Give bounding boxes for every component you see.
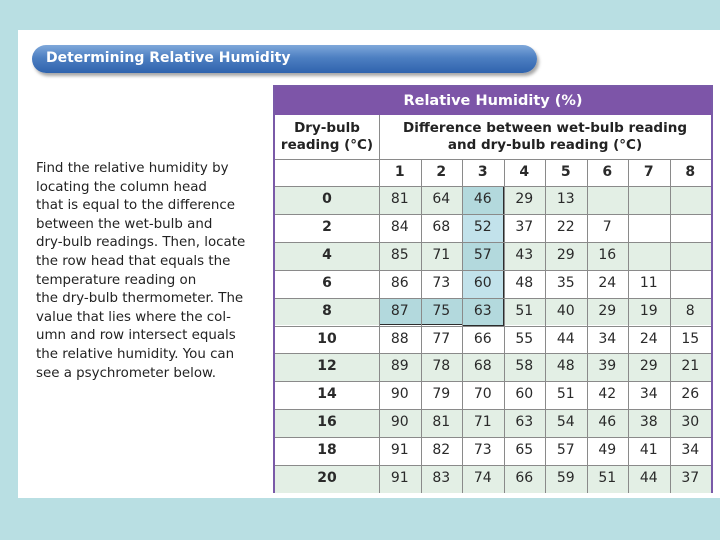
humidity-cell: 38 (639, 414, 658, 431)
dry-bulb-value: 2 (322, 218, 332, 235)
humidity-cell: 29 (639, 358, 658, 375)
humidity-cell: 77 (432, 330, 451, 347)
description-text (36, 160, 262, 383)
description-line: that is equal to the difference (36, 198, 235, 214)
grid-line (275, 353, 711, 354)
humidity-cell: 87 (390, 302, 409, 319)
humidity-cell: 34 (681, 442, 700, 459)
humidity-cell: 89 (390, 358, 409, 375)
humidity-cell: 90 (390, 414, 409, 431)
humidity-cell: 16 (598, 246, 617, 263)
column-number: 5 (560, 164, 571, 180)
humidity-cell: 59 (556, 470, 575, 486)
humidity-cell: 44 (639, 470, 658, 486)
humidity-cell: 49 (598, 442, 617, 459)
humidity-cell: 64 (432, 191, 451, 207)
humidity-cell: 60 (515, 386, 534, 403)
dry-bulb-value: 6 (322, 274, 332, 291)
humidity-cell: 71 (432, 246, 451, 263)
banner-title: Determining Relative Humidity (46, 50, 291, 66)
humidity-cell: 30 (681, 414, 700, 431)
humidity-cell: 73 (473, 442, 492, 459)
humidity-cell: 75 (432, 302, 451, 319)
humidity-cell: 35 (556, 274, 575, 291)
description-line: Find the relative humidity by (36, 161, 229, 176)
table-title: Relative Humidity (%) (275, 87, 711, 115)
difference-header (379, 115, 711, 159)
humidity-cell: 37 (515, 218, 534, 235)
description-line: umn and row intersect equals (36, 328, 236, 344)
dry-bulb-value: 12 (317, 358, 337, 375)
grid-line (275, 214, 711, 215)
humidity-cell: 19 (639, 302, 658, 319)
humidity-cell (587, 186, 629, 214)
description-line: temperature reading on (36, 272, 197, 288)
humidity-cell: 29 (556, 246, 575, 263)
column-number: 6 (602, 164, 613, 180)
dry-bulb-value: 20 (317, 470, 337, 486)
humidity-cell: 51 (556, 386, 575, 403)
humidity-cell: 40 (556, 302, 575, 319)
description-line: the dry-bulb thermometer. The (36, 291, 244, 307)
humidity-cell (670, 214, 712, 242)
humidity-cell: 48 (515, 274, 534, 291)
humidity-cell: 82 (432, 442, 451, 459)
column-number: 7 (643, 164, 654, 180)
humidity-cell: 70 (473, 386, 492, 403)
humidity-cell: 29 (598, 302, 617, 319)
humidity-cell: 37 (681, 470, 700, 486)
dry-bulb-header-line: Dry-bulb (294, 120, 360, 136)
humidity-cell: 60 (473, 274, 492, 291)
humidity-cell: 78 (432, 358, 451, 375)
humidity-cell: 7 (602, 218, 612, 235)
section-banner (32, 45, 537, 73)
humidity-cell: 63 (473, 302, 492, 319)
dry-bulb-value: 0 (322, 191, 332, 207)
humidity-cell: 79 (432, 386, 451, 403)
humidity-cell (670, 270, 712, 298)
humidity-cell: 58 (515, 358, 534, 375)
grid-line (275, 465, 711, 466)
humidity-cell: 90 (390, 386, 409, 403)
grid-line (275, 159, 711, 160)
humidity-cell: 91 (390, 470, 409, 486)
humidity-cell: 83 (432, 470, 451, 486)
humidity-cell: 46 (473, 191, 492, 207)
humidity-cell: 84 (390, 218, 409, 235)
grid-line (275, 270, 711, 271)
grid-line (275, 381, 711, 382)
humidity-cell: 86 (390, 274, 409, 291)
humidity-cell: 42 (598, 386, 617, 403)
humidity-cell: 57 (473, 246, 492, 263)
grid-line (275, 409, 711, 410)
humidity-cell: 57 (556, 442, 575, 459)
humidity-cell: 29 (515, 191, 534, 207)
humidity-cell: 85 (390, 246, 409, 263)
humidity-cell: 48 (556, 358, 575, 375)
humidity-cell: 91 (390, 442, 409, 459)
humidity-cell: 81 (390, 191, 409, 207)
humidity-cell: 66 (473, 330, 492, 347)
humidity-cell: 52 (473, 218, 492, 235)
column-number: 4 (519, 164, 530, 180)
humidity-cell (628, 214, 670, 242)
humidity-cell: 26 (681, 386, 700, 403)
grid-line (275, 298, 711, 299)
dry-bulb-header-line: reading (°C) (280, 137, 374, 153)
page (18, 30, 720, 498)
humidity-cell: 68 (473, 358, 492, 375)
humidity-cell (628, 186, 670, 214)
humidity-cell: 43 (515, 246, 534, 263)
description-line: dry-bulb readings. Then, locate (36, 235, 246, 251)
humidity-cell: 39 (598, 358, 617, 375)
description-line: locating the column head (36, 179, 207, 195)
column-number: 2 (436, 164, 447, 180)
humidity-cell: 34 (639, 386, 658, 403)
grid-line (275, 242, 711, 243)
description-line: see a psychrometer below. (36, 365, 216, 381)
dry-bulb-header (275, 115, 379, 159)
humidity-cell: 55 (515, 330, 534, 347)
humidity-cell: 68 (432, 218, 451, 235)
grid-line (275, 326, 711, 327)
humidity-cell: 24 (639, 330, 658, 347)
humidity-cell: 22 (556, 218, 575, 235)
humidity-cell: 34 (598, 330, 617, 347)
humidity-cell: 51 (598, 470, 617, 486)
grid-line (275, 437, 711, 438)
humidity-cell: 66 (515, 470, 534, 486)
column-number: 8 (685, 164, 696, 180)
humidity-cell: 73 (432, 274, 451, 291)
description-line: between the wet-bulb and (36, 216, 213, 232)
column-number: 3 (477, 164, 488, 180)
grid-line (275, 186, 711, 187)
difference-header-line: and dry-bulb reading (°C) (447, 137, 643, 153)
humidity-cell (670, 186, 712, 214)
dry-bulb-value: 10 (317, 330, 337, 347)
description-line: value that lies where the col- (36, 309, 231, 325)
column-number: 1 (394, 164, 405, 180)
humidity-cell: 81 (432, 414, 451, 431)
humidity-cell: 13 (556, 191, 575, 207)
humidity-cell (628, 242, 670, 270)
humidity-cell: 65 (515, 442, 534, 459)
humidity-cell (670, 242, 712, 270)
humidity-cell: 46 (598, 414, 617, 431)
humidity-cell: 11 (639, 274, 658, 291)
difference-header-line: Difference between wet-bulb reading (402, 120, 687, 136)
humidity-cell: 63 (515, 414, 534, 431)
dry-bulb-value: 18 (317, 442, 337, 459)
dry-bulb-value: 4 (322, 246, 332, 263)
humidity-cell: 8 (685, 302, 695, 319)
humidity-cell: 15 (681, 330, 700, 347)
dry-bulb-value: 14 (317, 386, 337, 403)
humidity-cell: 51 (515, 302, 534, 319)
humidity-cell: 74 (473, 470, 492, 486)
description-line: the row head that equals the (36, 253, 231, 269)
dry-bulb-value: 8 (322, 302, 332, 319)
humidity-cell: 24 (598, 274, 617, 291)
relative-humidity-table (273, 85, 713, 493)
humidity-cell: 88 (390, 330, 409, 347)
humidity-cell: 54 (556, 414, 575, 431)
humidity-cell: 41 (639, 442, 658, 459)
humidity-cell: 44 (556, 330, 575, 347)
dry-bulb-value: 16 (317, 414, 337, 431)
description-line: the relative humidity. You can (36, 346, 235, 362)
humidity-cell: 21 (681, 358, 700, 375)
humidity-cell: 71 (473, 414, 492, 431)
